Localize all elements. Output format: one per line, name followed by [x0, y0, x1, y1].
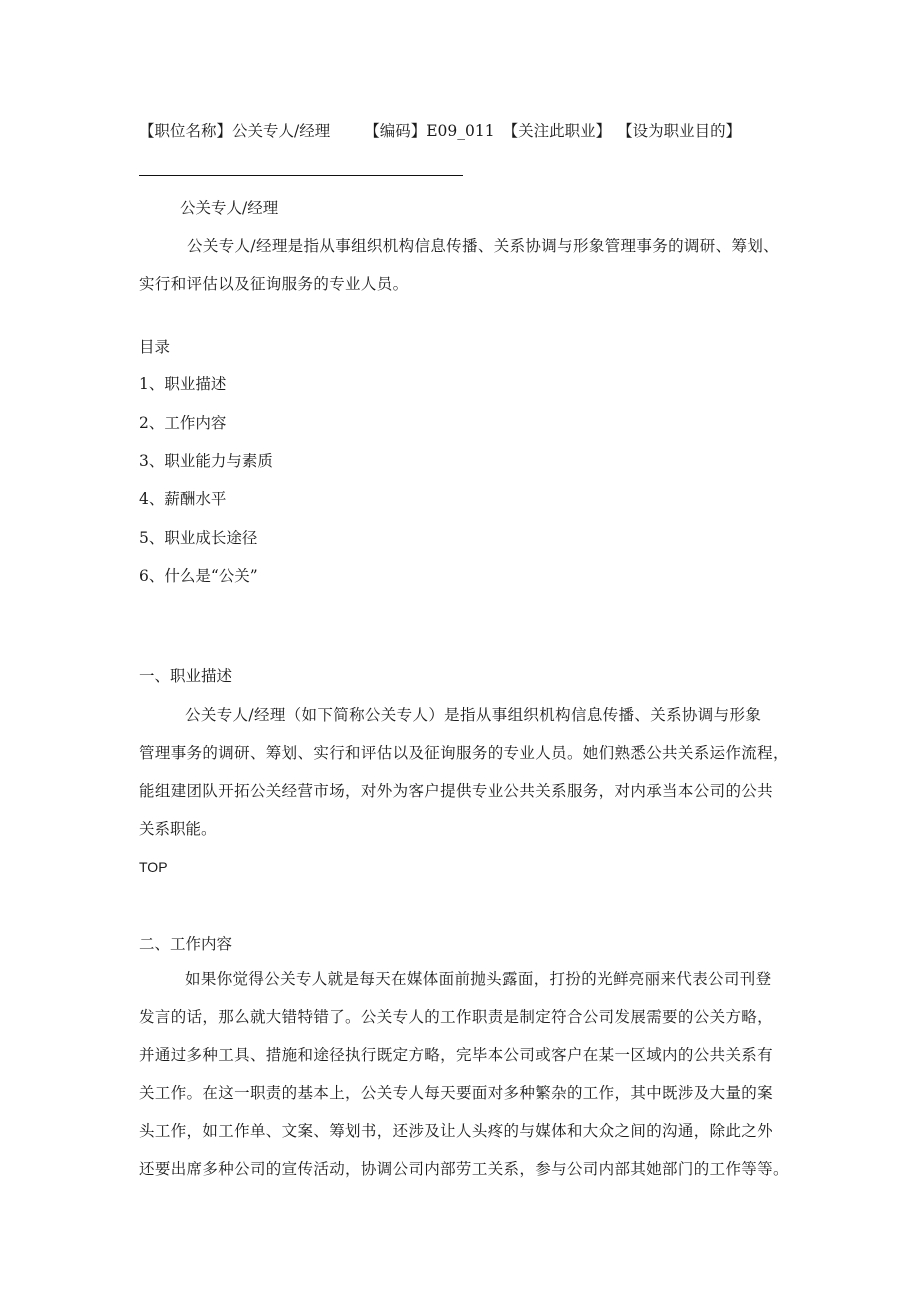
- job-code-label: 【编码】E09_011: [364, 122, 495, 140]
- toc-item-4[interactable]: 4、薪酬水平: [139, 490, 227, 508]
- section2-heading: 二、工作内容: [139, 935, 233, 953]
- divider-rule: [139, 175, 463, 176]
- toc-item-2[interactable]: 2、工作内容: [139, 414, 227, 432]
- section2-line: 头工作，如工作单、文案、筹划书，还涉及让人头疼的与媒体和大众之间的沟通，除此之外: [139, 1122, 774, 1140]
- toc-item-5[interactable]: 5、职业成长途径: [139, 529, 258, 547]
- section1-line: 公关专人/经理（如下简称公关专人）是指从事组织机构信息传播、关系协调与形象: [185, 706, 762, 724]
- section1-line: 关系职能。: [139, 820, 217, 838]
- toc-heading: 目录: [139, 338, 171, 356]
- top-link[interactable]: TOP: [139, 859, 168, 875]
- section1-line: 管理事务的调研、筹划、实行和评估以及征询服务的专业人员。她们熟悉公共关系运作流程，: [139, 744, 789, 762]
- follow-job-link[interactable]: 【关注此职业】: [502, 122, 612, 140]
- toc-item-3[interactable]: 3、职业能力与素质: [139, 452, 273, 470]
- section2-line: 如果你觉得公关专人就是每天在媒体面前抛头露面，打扮的光鲜亮丽来代表公司刊登: [185, 970, 772, 988]
- section2-line: 还要出席多种公司的宣传活动，协调公司内部劳工关系，参与公司内部其她部门的工作等等。: [139, 1160, 789, 1178]
- set-goal-link[interactable]: 【设为职业目的】: [617, 122, 742, 140]
- section1-heading: 一、职业描述: [139, 667, 233, 685]
- intro-line: 实行和评估以及征询服务的专业人员。: [139, 275, 409, 293]
- section2-line: 关工作。在这一职责的基本上，公关专人每天要面对多种繁杂的工作，其中既涉及大量的案: [139, 1084, 774, 1102]
- section1-line: 能组建团队开拓公关经营市场，对外为客户提供专业公共关系服务，对内承当本公司的公共: [139, 782, 774, 800]
- toc-item-1[interactable]: 1、职业描述: [139, 375, 227, 393]
- job-title-label: 【职位名称】公关专人/经理: [139, 122, 331, 140]
- intro-line: 公关专人/经理是指从事组织机构信息传播、关系协调与形象管理事务的调研、筹划、: [187, 237, 780, 255]
- job-header: [139, 121, 741, 141]
- toc-item-6[interactable]: 6、什么是“公关”: [139, 567, 258, 585]
- section2-line: 并通过多种工具、措施和途径执行既定方略，完毕本公司或客户在某一区域内的公共关系有: [139, 1046, 774, 1064]
- section2-line: 发言的话，那么就大错特错了。公关专人的工作职责是制定符合公司发展需要的公关方略，: [139, 1008, 774, 1026]
- doc-title: 公关专人/经理: [180, 199, 279, 217]
